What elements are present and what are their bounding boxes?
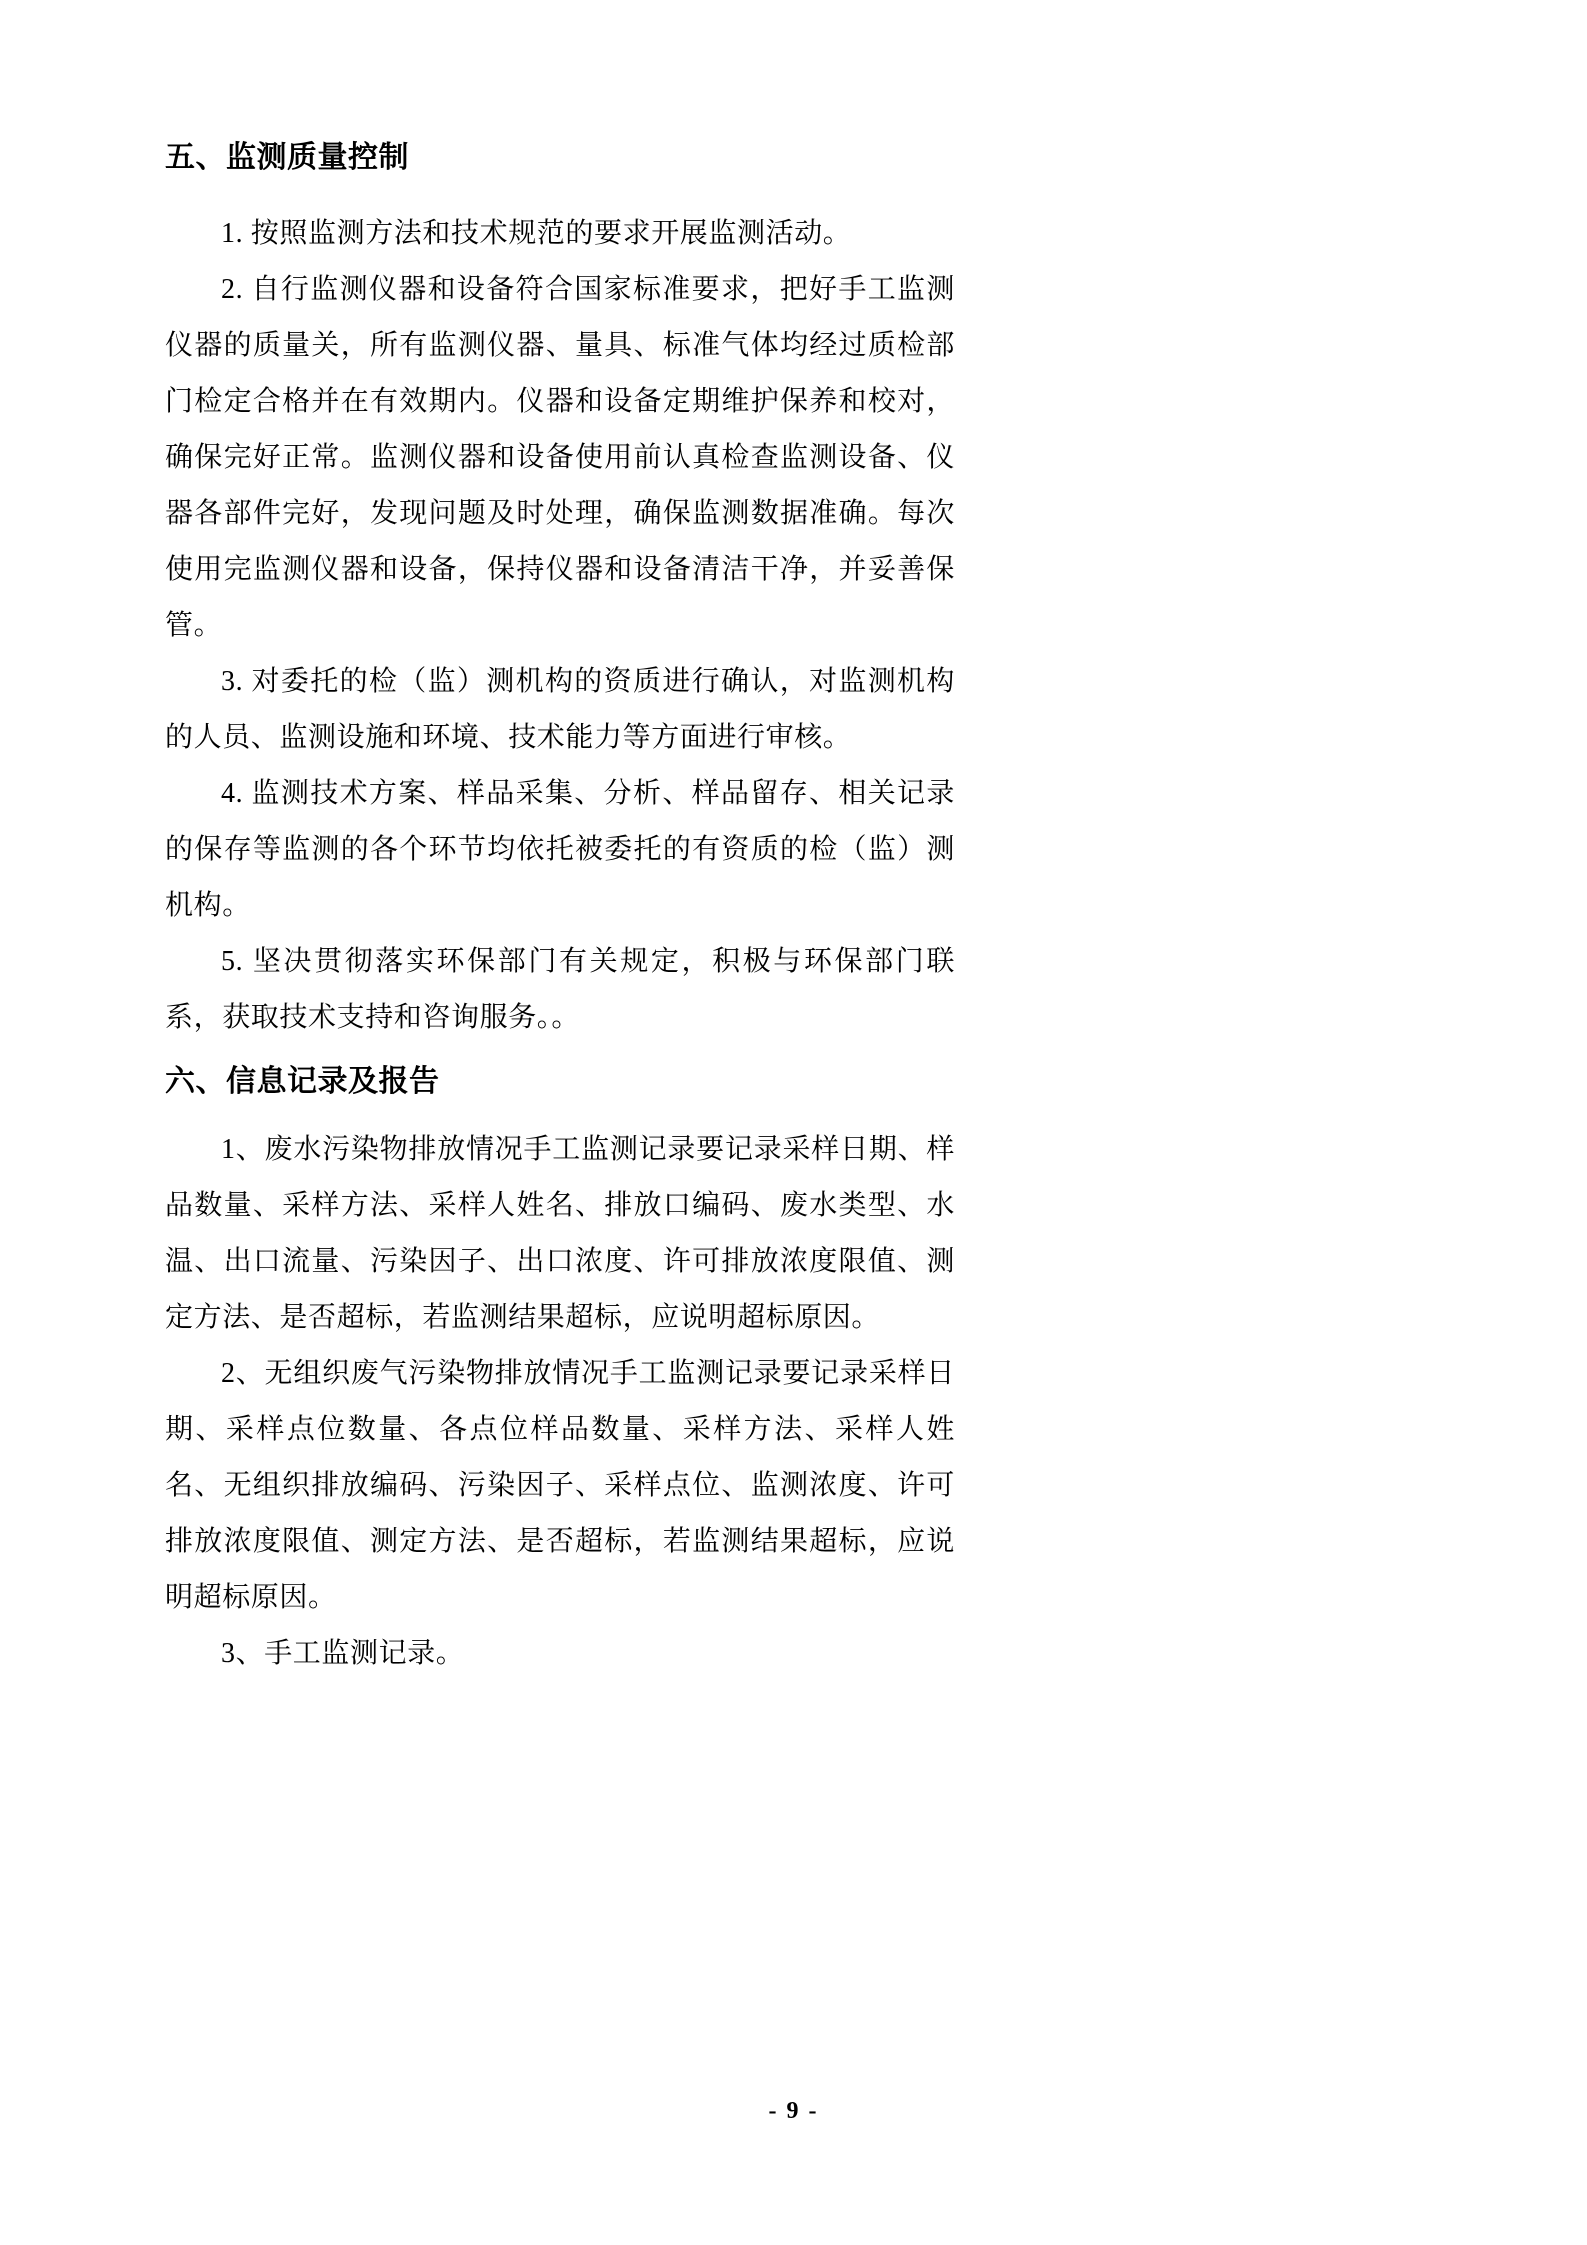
- section-six-item-2: 2、无组织废气污染物排放情况手工监测记录要记录采样日期、采样点位数量、各点位样品数量、采样方法、采样人姓名、无组织排放编码、污染因子、采样点位、监测浓度、许可排放浓度限值、测定方法、是否超标，若监测结果超标，应说明超标原因。: [165, 1358, 955, 1613]
- section-five-item-3: 3. 对委托的检（监）测机构的资质进行确认，对监测机构的人员、监测设施和环境、技术能力等方面进行审核。: [165, 666, 955, 753]
- section-five-item-2: 2. 自行监测仪器和设备符合国家标准要求，把好手工监测仪器的质量关，所有监测仪器、量具、标准气体均经过质检部门检定合格并在有效期内。仪器和设备定期维护保养和校对，确保完好正常。监测仪器和设备使用前认真检查监测设备、仪器各部件完好，发现问题及时处理，确保监测数据准确。每次使用完监测仪器和设备，保持仪器和设备清洁干净，并妥善保管。: [165, 274, 955, 641]
- section-five-item-1: 1. 按照监测方法和技术规范的要求开展监测活动。: [221, 218, 852, 249]
- spacer: [165, 180, 955, 206]
- page-number: - 9 -: [768, 2098, 819, 2124]
- spacer: [165, 1046, 955, 1060]
- document-content: [165, 136, 955, 1682]
- section-heading-five: 五、监测质量控制: [165, 140, 409, 175]
- section-heading-six: 六、信息记录及报告: [165, 1064, 440, 1099]
- section-six-item-1: 1、废水污染物排放情况手工监测记录要记录采样日期、样品数量、采样方法、采样人姓名、排放口编码、废水类型、水温、出口流量、污染因子、出口浓度、许可排放浓度限值、测定方法、是否超标，若监测结果超标，应说明超标原因。: [165, 1134, 955, 1333]
- section-six-item-3: 3、手工监测记录。: [221, 1638, 465, 1669]
- section-five-item-5: 5. 坚决贯彻落实环保部门有关规定，积极与环保部门联系，获取技术支持和咨询服务。。: [165, 946, 955, 1033]
- spacer: [165, 1104, 955, 1122]
- section-five-item-4: 4. 监测技术方案、样品采集、分析、样品留存、相关记录的保存等监测的各个环节均依托被委托的有资质的检（监）测机构。: [165, 778, 955, 921]
